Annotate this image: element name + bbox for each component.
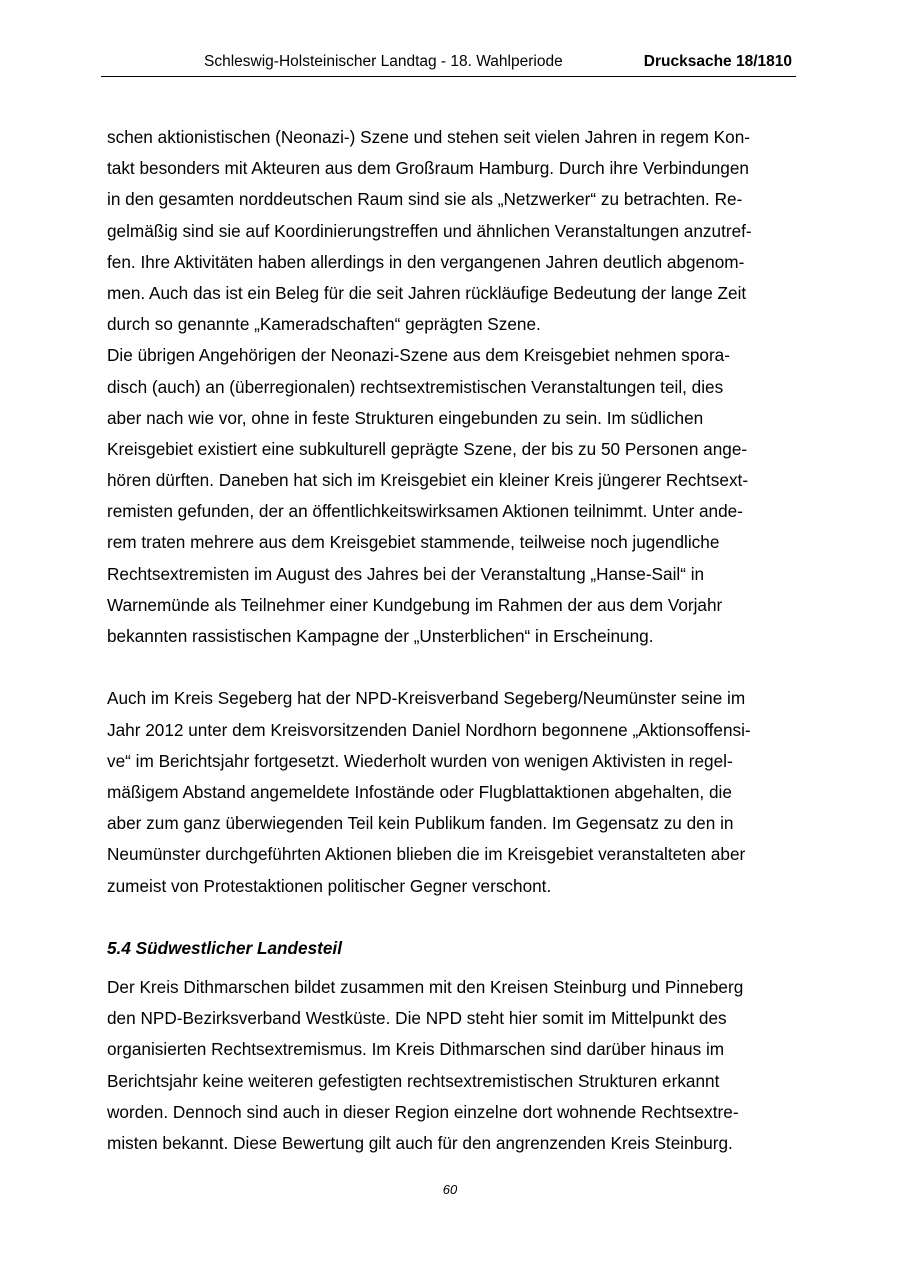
paragraph-2 [107,340,797,652]
text-line: Auch im Kreis Segeberg hat der NPD-Kreisverband Segeberg/Neumünster seine im [107,688,746,709]
paragraph-spacer [107,902,797,933]
paragraph-spacer [107,652,797,683]
text-line: hören dürften. Daneben hat sich im Kreisgebiet ein kleiner Kreis jüngerer Rechtsext- [107,470,749,491]
header-title: Schleswig-Holsteinischer Landtag - 18. Wahlperiode [204,53,563,70]
text-line: rem traten mehrere aus dem Kreisgebiet stammende, teilweise noch jugendliche [107,532,720,553]
text-line: Kreisgebiet existiert eine subkulturell geprägte Szene, der bis zu 50 Personen ange- [107,438,748,459]
heading-spacer [107,964,797,972]
text-line: mäßigem Abstand angemeldete Infostände oder Flugblattaktionen abgehalten, die [107,781,732,802]
text-line: aber nach wie vor, ohne in feste Strukturen eingebunden zu sein. Im südlichen [107,407,704,428]
document-body [107,122,797,1159]
paragraph-1 [107,122,797,340]
text-line: remisten gefunden, der an öffentlichkeitswirksamen Aktionen teilnimmt. Unter ande- [107,501,743,522]
text-line: Rechtsextremisten im August des Jahres bei der Veranstaltung „Hanse-Sail“ in [107,563,705,584]
text-line: den NPD-Bezirksverband Westküste. Die NPD steht hier somit im Mittelpunkt des [107,1008,727,1029]
section-heading: 5.4 Südwestlicher Landesteil [107,937,342,958]
text-line: organisierten Rechtsextremismus. Im Kreis Dithmarschen sind darüber hinaus im [107,1039,725,1060]
text-line: worden. Dennoch sind auch in dieser Region einzelne dort wohnende Rechtsextre- [107,1101,739,1122]
text-line: zumeist von Protestaktionen politischer Gegner verschont. [107,875,552,896]
page-number: 60 [442,1182,458,1197]
text-line: takt besonders mit Akteuren aus dem Großraum Hamburg. Durch ihre Verbindungen [107,158,749,179]
text-line: bekannten rassistischen Kampagne der „Unsterblichen“ in Erscheinung. [107,626,654,646]
text-line: Jahr 2012 unter dem Kreisvorsitzenden Daniel Nordhorn begonnene „Aktionsoffensi- [107,719,751,740]
text-line: durch so genannte „Kameradschaften“ geprägten Szene. [107,314,541,335]
text-line: ve“ im Berichtsjahr fortgesetzt. Wiederholt wurden von wenigen Aktivisten in regel- [107,750,733,771]
page-header [101,52,796,77]
document-number: Drucksache 18/1810 [643,53,792,70]
text-line: Warnemünde als Teilnehmer einer Kundgebung im Rahmen der aus dem Vorjahr [107,594,723,615]
text-line: aber zum ganz überwiegenden Teil kein Publikum fanden. Im Gegensatz zu den in [107,813,734,834]
text-line: Die übrigen Angehörigen der Neonazi-Szene aus dem Kreisgebiet nehmen spora- [107,345,730,366]
text-line: Berichtsjahr keine weiteren gefestigten rechtsextremistischen Strukturen erkannt [107,1070,720,1091]
text-line: Neumünster durchgeführten Aktionen blieben die im Kreisgebiet veranstalteten aber [107,844,746,865]
text-line: gelmäßig sind sie auf Koordinierungstreffen und ähnlichen Veranstaltungen anzutref- [107,220,752,241]
section-paragraph [107,972,797,1159]
text-line: men. Auch das ist ein Beleg für die seit Jahren rückläufige Bedeutung der lange Zeit [107,282,747,303]
text-line: fen. Ihre Aktivitäten haben allerdings in den vergangenen Jahren deutlich abgenom- [107,251,745,272]
paragraph-3 [107,683,797,901]
text-line: schen aktionistischen (Neonazi-) Szene und stehen seit vielen Jahren in regem Kon- [107,127,750,147]
text-line: disch (auch) an (überregionalen) rechtsextremistischen Veranstaltungen teil, dies [107,376,724,397]
text-line: Der Kreis Dithmarschen bildet zusammen mit den Kreisen Steinburg und Pinneberg [107,977,744,998]
text-line: in den gesamten norddeutschen Raum sind sie als „Netzwerker“ zu betrachten. Re- [107,189,743,210]
text-line: misten bekannt. Diese Bewertung gilt auch für den angrenzenden Kreis Steinburg. [107,1133,733,1153]
